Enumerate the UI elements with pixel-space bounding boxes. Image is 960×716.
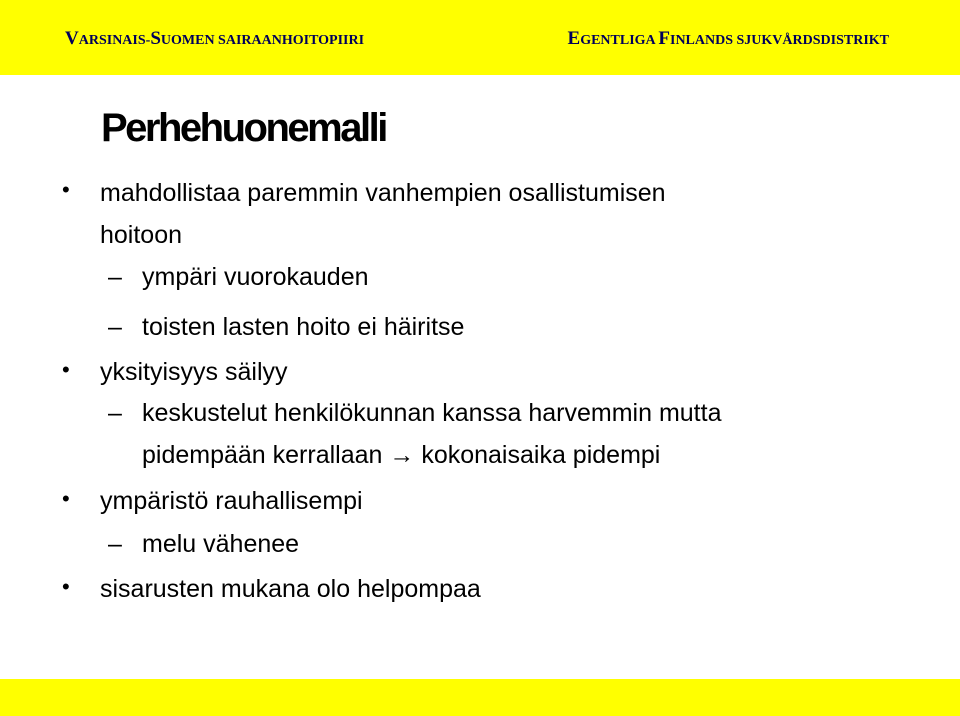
bullet-text: yksityisyys säilyy xyxy=(100,358,288,386)
header-left-part: ARSINAIS- xyxy=(78,33,151,48)
header-right-part: GENTLIGA xyxy=(580,33,659,48)
header-right-part: F xyxy=(658,28,670,49)
header-right-part: E xyxy=(567,28,581,49)
sub-bullet-text: ympäri vuorokauden xyxy=(142,263,369,291)
sub-bullet-text: keskustelut henkilökunnan kanssa harvemmin mutta xyxy=(142,399,722,427)
bullet-marker: • xyxy=(62,357,70,382)
slide-title: Perhehuonemalli xyxy=(101,106,386,150)
header-left-text xyxy=(65,29,364,51)
bullet-text: sisarusten mukana olo helpompaa xyxy=(100,575,481,603)
bullet-marker: • xyxy=(62,574,70,599)
header-left-part: S xyxy=(150,28,161,49)
dash-marker: – xyxy=(108,399,122,427)
sub-bullet-text: toisten lasten hoito ei häiritse xyxy=(142,313,465,341)
header-right-part: INLANDS SJUKVÅRDSDISTRIKT xyxy=(670,33,889,48)
sub-bullet-text: pidempään kerrallaan → kokonaisaika pidempi xyxy=(142,441,661,469)
dash-marker: – xyxy=(108,263,122,291)
sub-bullet-text: melu vähenee xyxy=(142,530,300,558)
dash-marker: – xyxy=(108,313,122,341)
bullet-text: ympäristö rauhallisempi xyxy=(100,487,363,515)
bullet-marker: • xyxy=(62,486,70,511)
header-right-text xyxy=(568,29,890,51)
dash-marker: – xyxy=(108,530,122,558)
bullet-text: hoitoon xyxy=(100,221,183,249)
footer-band xyxy=(0,679,960,716)
header-left-part: V xyxy=(65,28,79,49)
header-left-part: UOMEN SAIRAANHOITOPIIRI xyxy=(160,33,365,48)
bullet-text: mahdollistaa paremmin vanhempien osallistumisen xyxy=(100,179,666,207)
bullet-marker: • xyxy=(62,177,70,202)
